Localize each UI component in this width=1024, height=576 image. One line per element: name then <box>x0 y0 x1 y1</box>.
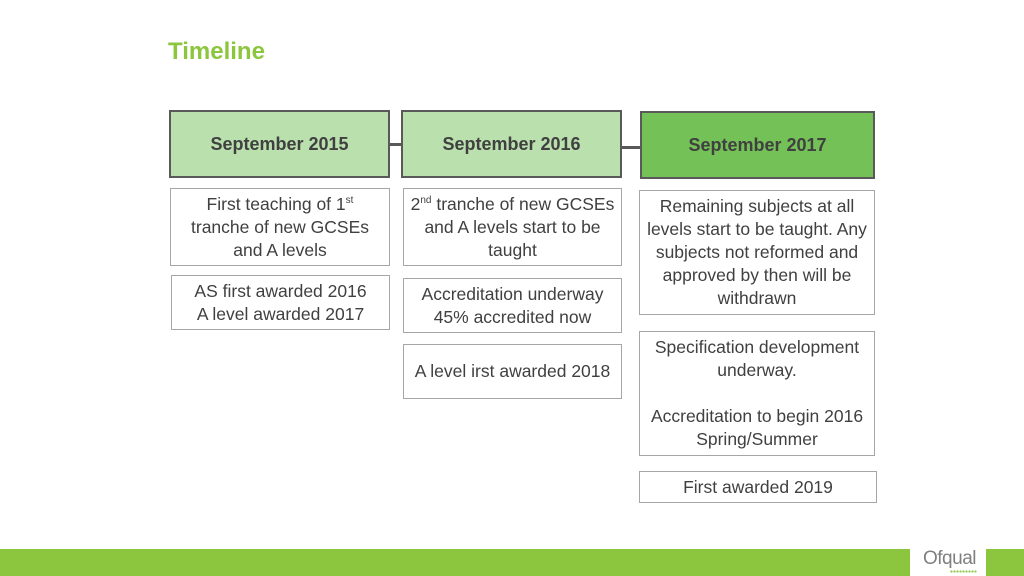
as-awarded-line: AS first awarded 2016 <box>194 280 367 301</box>
header-september-2015 <box>169 110 390 178</box>
first-awarded-text: First awarded 2019 <box>683 476 833 497</box>
accreditation-begin-line: Accreditation to begin 2016 Spring/Summer <box>650 406 864 449</box>
accreditation-line: Accreditation underway <box>421 283 604 304</box>
header-label: September 2017 <box>688 134 827 155</box>
a-level-first-awarded-box <box>403 344 622 399</box>
a-level-first-awarded-text: A level irst awarded 2018 <box>414 361 611 381</box>
specification-box <box>639 331 875 456</box>
first-teaching-text: First teaching of 1st tranche of new GCSEs and A levels <box>191 193 369 260</box>
accreditation-box <box>403 278 622 333</box>
header-label: September 2016 <box>442 133 581 154</box>
connector-line <box>390 143 401 146</box>
first-teaching-box <box>170 188 390 266</box>
as-awarded-box <box>171 275 390 330</box>
page-title: Timeline <box>168 38 265 65</box>
logo-dots <box>950 570 977 573</box>
second-tranche-text: 2nd tranche of new GCSEs and A levels start to be taught <box>410 193 615 260</box>
connector-line <box>622 146 640 149</box>
accredited-percent-line: 45% accredited now <box>433 306 592 327</box>
ofqual-logo: Ofqual <box>923 548 976 569</box>
header-label: September 2015 <box>210 133 349 154</box>
first-awarded-box <box>639 471 877 503</box>
footer-bar-end <box>986 549 1024 576</box>
second-tranche-box <box>403 188 622 266</box>
footer-bar <box>0 549 910 576</box>
remaining-subjects-text: Remaining subjects at all levels start to be taught. Any subjects not reformed and approved by then will be withdrawn <box>647 196 867 308</box>
remaining-subjects-box <box>639 190 875 315</box>
header-september-2016 <box>401 110 622 178</box>
a-level-awarded-line: A level awarded 2017 <box>196 303 365 324</box>
header-september-2017 <box>640 111 875 179</box>
specification-line: Specification development underway. <box>654 337 860 380</box>
